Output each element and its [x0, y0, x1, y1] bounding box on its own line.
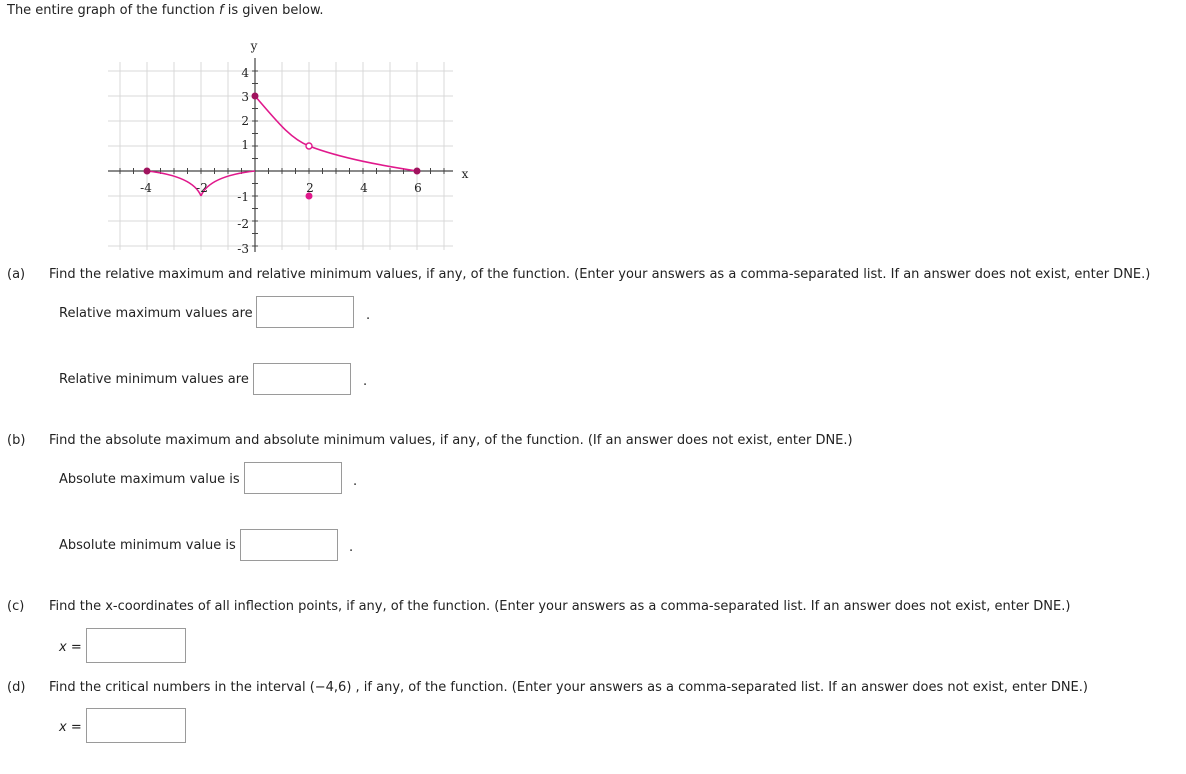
abs-max-label: Absolute maximum value is [59, 472, 240, 487]
intro-text: The entire graph of the function f is given below. [7, 3, 324, 18]
period: . [363, 374, 368, 389]
closed-point-y-intercept [252, 93, 259, 100]
x-tick-label: -4 [140, 181, 152, 195]
abs-max-input[interactable] [244, 462, 342, 494]
inflection-x-input[interactable] [86, 628, 186, 663]
y-tick-label: -3 [237, 242, 249, 256]
x-tick-label: 2 [306, 181, 314, 195]
x-equals-label: x = [59, 640, 82, 655]
rel-min-label: Relative minimum values are [59, 372, 249, 387]
axis-y-label: y [250, 39, 258, 53]
part-c-label: (c) [7, 599, 25, 614]
rel-min-input[interactable] [253, 363, 351, 395]
part-d-label: (d) [7, 680, 26, 695]
open-point-hole [306, 143, 312, 149]
y-tick-label: -1 [237, 190, 249, 204]
critical-x-input[interactable] [86, 708, 186, 743]
period: . [366, 308, 371, 323]
rel-max-input[interactable] [256, 296, 354, 328]
axis-x-label: x [461, 167, 469, 181]
x-tick-label: -2 [196, 181, 208, 195]
closed-point-end [414, 168, 421, 175]
axes [108, 58, 453, 252]
y-tick-label: 3 [241, 90, 249, 104]
period: . [349, 540, 354, 555]
part-d-question: Find the critical numbers in the interval (−4,6) , if any, of the function. (Enter your answers as a comma-separated list. If an answer does not exist, enter DNE.) [49, 680, 1088, 695]
grid [108, 62, 453, 250]
x-tick-label: 4 [360, 181, 368, 195]
part-a-label: (a) [7, 267, 26, 282]
closed-point-start [144, 168, 151, 175]
part-b-label: (b) [7, 433, 26, 448]
y-tick-label: 1 [241, 138, 249, 152]
part-a-question: Find the relative maximum and relative minimum values, if any, of the function. (Enter your answers as a comma-separated list. If an answer does not exist, enter DNE.) [49, 267, 1151, 282]
y-tick-label: 4 [241, 66, 249, 80]
function-graph [108, 32, 469, 257]
period: . [353, 474, 358, 489]
abs-min-input[interactable] [240, 529, 338, 561]
y-tick-label: 2 [241, 114, 249, 128]
rel-max-label: Relative maximum values are [59, 306, 253, 321]
y-tick-label: -2 [237, 217, 249, 231]
abs-min-label: Absolute minimum value is [59, 538, 236, 553]
x-tick-label: 6 [414, 181, 422, 195]
part-b-question: Find the absolute maximum and absolute minimum values, if any, of the function. (If an answer does not exist, enter DNE.) [49, 433, 853, 448]
part-c-question: Find the x-coordinates of all inflection points, if any, of the function. (Enter your answers as a comma-separated list. If an answer does not exist, enter DNE.) [49, 599, 1071, 614]
function-name: f [219, 3, 224, 18]
x-equals-label: x = [59, 720, 82, 735]
